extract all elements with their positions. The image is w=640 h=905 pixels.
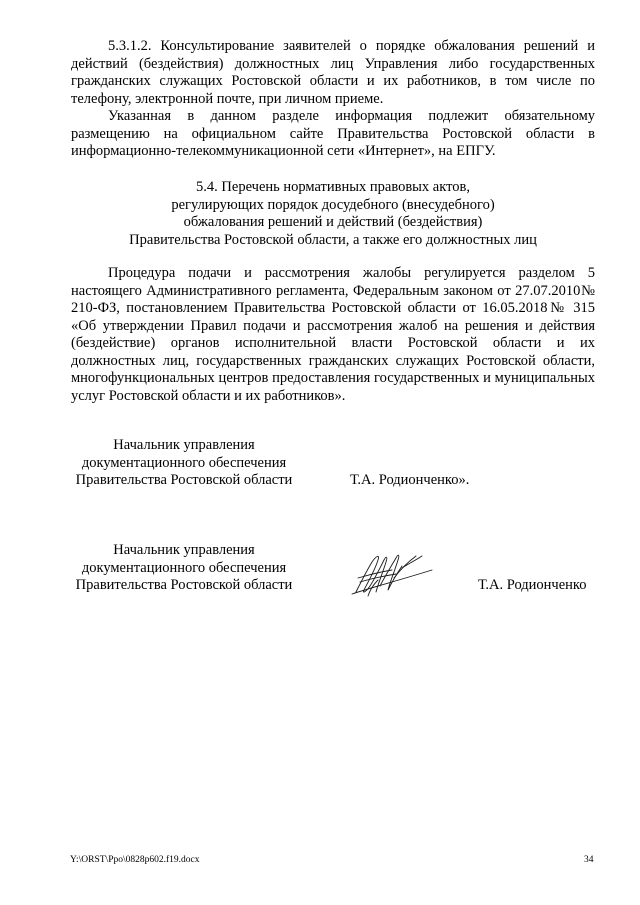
heading-line: регулирующих порядок досудебного (внесудебного) bbox=[171, 196, 495, 213]
handwritten-signature bbox=[350, 548, 435, 600]
signature-block-1-position bbox=[66, 437, 302, 490]
paragraph-5-3-1-2: 5.3.1.2. Консультирование заявителей о порядке обжалования решений и действий (бездействия) должностных лиц Управления либо государственных гражданских служащих Ростовской области и их работников, в том числе по телефону, электронной почте, при личном приеме. bbox=[71, 38, 595, 107]
footer-file-path: Y:\ORST\Ppo\0828p602.f19.docx bbox=[70, 855, 200, 865]
position-line: Начальник управления bbox=[113, 437, 255, 453]
position-line: документационного обеспечения bbox=[81, 454, 287, 471]
heading-line: Правительства Ростовской области, а также его должностных лиц bbox=[129, 231, 537, 248]
heading-line: обжалования решений и действий (бездействия) bbox=[183, 214, 483, 230]
signature-block-2-name: Т.А. Родионченко bbox=[478, 577, 587, 593]
position-line: Правительства Ростовской области bbox=[75, 472, 293, 488]
position-line: документационного обеспечения bbox=[81, 559, 287, 576]
signature-block-2-position bbox=[66, 542, 302, 595]
paragraph-5-4-body: Процедура подачи и рассмотрения жалобы регулируется разделом 5 настоящего Административного регламента, Федеральным законом от 27.07.2010№ 210-ФЗ, постановлением Правительства Ростовской области от 16.05.2018№ 315 «Об утверждении Правил подачи и рассмотрения жалоб на решения и действия (бездействие) органов исполнительной власти Ростовской области и их должностных лиц, государственных гражданских служащих Ростовской области, многофункциональных центров предоставления государственных и муниципальных услуг Ростовской области и их работников». bbox=[71, 265, 595, 404]
page-number: 34 bbox=[584, 855, 594, 865]
section-5-4-heading bbox=[71, 179, 595, 249]
paragraph-publication-note: Указанная в данном разделе информация подлежит обязательному размещению на официальном сайте Правительства Ростовской области в информационно-телекоммуникационной сети «Интернет», на ЕПГУ. bbox=[71, 108, 595, 159]
position-line: Правительства Ростовской области bbox=[75, 577, 293, 593]
position-line: Начальник управления bbox=[113, 542, 255, 558]
heading-line: 5.4. Перечень нормативных правовых актов, bbox=[196, 179, 470, 195]
signature-block-1-name: Т.А. Родионченко». bbox=[350, 472, 470, 488]
